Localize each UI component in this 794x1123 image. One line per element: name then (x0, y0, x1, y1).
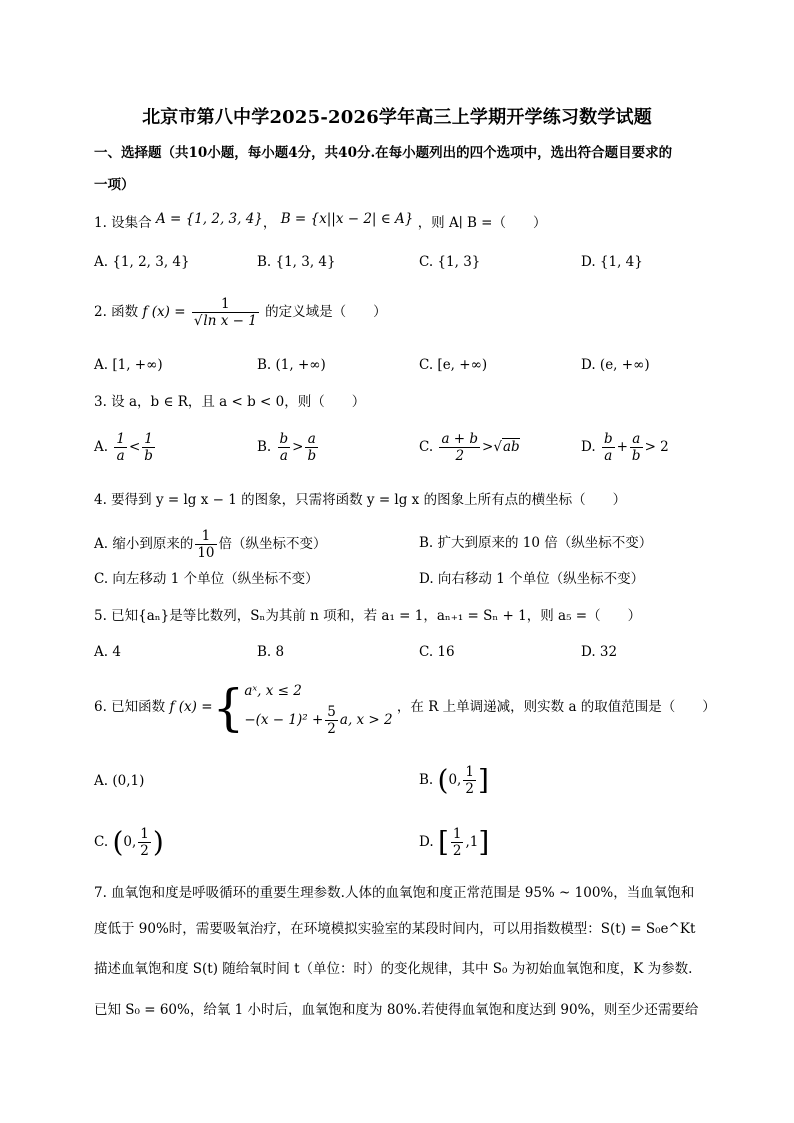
q4-option-b: B. 扩大到原来的 10 倍（纵坐标不变） (419, 535, 653, 551)
q5-option-d: D. 32 (581, 644, 618, 660)
q6-d-open: [ (437, 825, 449, 859)
q4-a-pre: A. 缩小到原来的 (94, 536, 194, 552)
q1-prefix: 1. 设集合 (94, 215, 152, 231)
q3-option-a (94, 431, 157, 464)
q6-d-close: ] (478, 825, 490, 859)
q6-piece-2-a: −(x − 1)² + (244, 712, 324, 728)
q6-b-label: B. (419, 772, 434, 788)
q4-a-post: 倍（纵坐标不变） (218, 536, 327, 552)
q3-a-num-1: 1 (116, 431, 125, 447)
q3-b-frac-2 (305, 431, 318, 464)
q3-a-den-1: a (116, 448, 125, 464)
q2-suffix: 的定义域是（ ） (265, 304, 387, 320)
q4-option-d: D. 向右移动 1 个单位（纵坐标不变） (419, 571, 645, 587)
q6-d-frac (451, 826, 464, 859)
section-heading-line-2: 一项） (94, 177, 135, 193)
q3-b-op: > (292, 439, 304, 455)
q6-b-lhs: 0, (448, 772, 462, 788)
q6-piece-2-b: a, x > 2 (339, 712, 393, 728)
question-7-line-3: 描述血氧饱和度 S(t) 随给氧时间 t（单位：时）的变化规律，其中 S₀ 为初始血氧饱和度，K 为参数. (94, 961, 693, 977)
question-4: 4. 要得到 y = lg x − 1 的图象，只需将函数 y = lg x 的图象上所有点的横坐标（ ） (94, 492, 627, 508)
q6-d-den: 2 (452, 843, 462, 859)
q3-a-op: < (128, 439, 141, 455)
q3-option-b (257, 431, 320, 464)
question-3: 3. 设 a，b ∈ R，且 a < b < 0，则（ ） (94, 394, 366, 410)
q3-option-d (581, 431, 669, 464)
q3-d-frac-1 (602, 431, 615, 464)
q2-denominator: √ln x − 1 (193, 313, 257, 329)
q6-left-brace: { (212, 678, 245, 737)
q1-set-a: A = {1, 2, 3, 4} (155, 211, 263, 227)
q6-piece-2 (244, 704, 392, 737)
q3-d-num-2: a (630, 431, 643, 448)
q2-option-c: C. [e, +∞) (419, 357, 488, 373)
q3-d-den-2: b (631, 448, 641, 464)
q6-c-num: 1 (140, 826, 149, 842)
q2-option-b: B. (1, +∞) (257, 357, 326, 373)
q1-set-b: B = {x||x − 2| ∈ A} (280, 211, 414, 227)
q6-option-b (419, 764, 489, 797)
q3-option-d-label: D. (581, 439, 596, 455)
q6-prefix: 6. 已知函数 (94, 699, 166, 715)
q3-c-frac (439, 431, 480, 464)
q6-b-close: ] (477, 763, 489, 797)
q6-c-lhs: 0, (123, 834, 137, 850)
q3-a-frac-1 (114, 431, 127, 464)
q3-b-den-1: a (279, 448, 288, 464)
q5-option-a: A. 4 (94, 644, 121, 660)
q6-piece-2-num: 5 (327, 704, 336, 720)
q3-option-c-label: C. (419, 439, 434, 455)
q3-d-op: + (616, 439, 628, 455)
q1-option-b: B. {1, 3, 4} (257, 254, 336, 270)
q6-piece-2-den: 2 (327, 721, 336, 737)
q3-option-a-label: A. (94, 439, 109, 455)
q6-c-frac (138, 826, 151, 859)
q3-b-num-2: a (305, 431, 318, 448)
q6-option-c (94, 826, 164, 859)
q6-c-open: ( (112, 825, 124, 859)
q2-fraction (192, 296, 259, 329)
q6-option-d (419, 826, 489, 859)
q4-a-den: 10 (197, 545, 215, 561)
question-7-line-1: 7. 血氧饱和度是呼吸循环的重要生理参数.人体的血氧饱和度正常范围是 95% ~ 100%，当血氧饱和 (94, 885, 695, 901)
q5-option-b: B. 8 (257, 644, 285, 660)
q3-a-frac-2 (142, 431, 155, 464)
page-title: 北京市第八中学2025-2026学年高三上学期开学练习数学试题 (142, 107, 652, 128)
q2-numerator: 1 (192, 296, 259, 313)
q3-b-num-1: b (279, 431, 289, 447)
q6-piece-2-frac (325, 704, 338, 737)
q6-d-rhs: ,1 (465, 834, 479, 850)
question-7-line-4: 已知 S₀ = 60%，给氧 1 小时后，血氧饱和度为 80%.若使得血氧饱和度达到 90%，则至少还需要给 (94, 1002, 699, 1018)
q2-radicand: ln x − 1 (203, 313, 257, 329)
q4-option-a (94, 528, 327, 561)
q6-c-label: C. (94, 834, 109, 850)
q6-function: f (x) = (169, 699, 213, 715)
q6-pieces (244, 678, 392, 737)
q2-option-a: A. [1, +∞) (94, 357, 163, 373)
q3-b-den-2: b (307, 448, 317, 464)
q6-option-a: A. (0,1) (94, 773, 145, 789)
q6-b-open: ( (437, 763, 449, 797)
question-7-line-2: 度低于 90%时，需要吸氧治疗，在环境模拟实验室的某段时间内，可以用指数模型：S(t) = S₀e^Kt (94, 921, 696, 937)
q4-option-c: C. 向左移动 1 个单位（纵坐标不变） (94, 571, 319, 587)
q3-c-den: 2 (455, 448, 465, 464)
question-1: 1. 设集合 A = {1, 2, 3, 4}， B = {x||x − 2| ∈ A} ，则 A∣ B =（ ） (94, 211, 547, 231)
q1-option-a: A. {1, 2, 3, 4} (94, 254, 190, 270)
q2-function: f (x) = (142, 304, 186, 320)
q4-a-frac (195, 528, 216, 561)
q2-prefix: 2. 函数 (94, 304, 139, 320)
q3-option-c: C. $\frac{a + b}{2}$ >√ab (419, 431, 520, 464)
q6-suffix: ，在 R 上单调递减，则实数 a 的取值范围是（ ） (396, 699, 716, 715)
q3-c-radicand: ab (502, 439, 520, 455)
q2-option-d: D. (e, +∞) (581, 357, 650, 373)
q6-c-close: ) (152, 825, 164, 859)
q6-d-label: D. (419, 834, 434, 850)
q6-b-frac (463, 764, 476, 797)
q3-a-num-2: 1 (142, 431, 155, 448)
question-5: 5. 已知{aₙ}是等比数列，Sₙ为其前 n 项和，若 a₁ = 1，aₙ₊₁ = Sₙ + 1，则 a₅ =（ ） (94, 608, 642, 624)
question-6 (94, 677, 716, 737)
q3-d-frac-2 (630, 431, 643, 464)
q3-c-op: > (482, 439, 494, 455)
q6-d-num: 1 (452, 826, 462, 842)
q3-c-num: a + b (441, 431, 479, 447)
q5-option-c: C. 16 (419, 644, 455, 660)
q3-a-den-2: b (144, 448, 153, 464)
q1-suffix: ，则 A∣ B =（ ） (417, 215, 547, 231)
q6-c-den: 2 (140, 843, 149, 859)
q3-d-num-1: b (603, 431, 613, 447)
q3-d-den-1: a (604, 448, 613, 464)
q1-option-c: C. {1, 3} (419, 254, 481, 270)
section-heading-line-1: 一、选择题（共10小题，每小题4分，共40分.在每小题列出的四个选项中，选出符合题目要求的 (94, 145, 673, 161)
q3-b-frac-1 (278, 431, 291, 464)
q6-b-num: 1 (465, 764, 474, 780)
q6-piece-1: aˣ, x ≤ 2 (244, 683, 302, 699)
q1-option-d: D. {1, 4} (581, 254, 643, 270)
q3-d-rhs: > 2 (644, 439, 669, 455)
q4-a-num: 1 (195, 528, 216, 545)
q6-b-den: 2 (465, 781, 474, 797)
q3-option-b-label: B. (257, 439, 272, 455)
question-2 (94, 296, 387, 329)
